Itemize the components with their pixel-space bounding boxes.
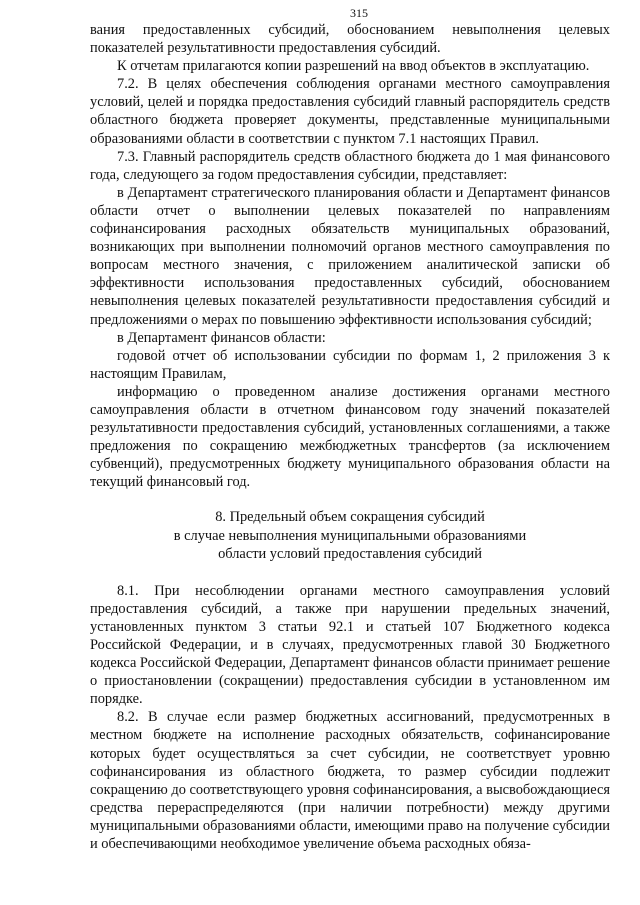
paragraph: в Департамент стратегического планирования области и Департамент финансов области отчет о выполнении целевых показателей по направлениям софинансирования расходных обязательств муниципальных образований, возникающих при выполнении полномочий органов местного самоуправления по вопросам местного значения, с приложением аналитической записки об эффективности использования предоставленных субсидий, обоснованием невыполнения целевых показателей результативности предоставления субсидий и предложениями о мерах по повышению эффективности использования субсидий; bbox=[90, 184, 610, 328]
section-heading bbox=[90, 508, 610, 562]
paragraph: информацию о проведенном анализе достижения органами местного самоуправления области в отчетном финансовом году значений показателей результативности предоставления субсидий, установленных соглашениями, а также предложения по сокращению межбюджетных трансфертов (за исключением субвенций), предусмотренных бюджету муниципального образования области на текущий финансовый год. bbox=[90, 383, 610, 491]
paragraph-7-2: 7.2. В целях обеспечения соблюдения органами местного самоуправления условий, целей и порядка предоставления субсидий главный распорядитель средств областного бюджета проверяет документы, представленные муниципальными образованиями области в соответствии с пунктом 7.1 настоящих Правил. bbox=[90, 76, 610, 147]
page-number: 315 bbox=[350, 6, 368, 20]
paragraph-8-1: 8.1. При несоблюдении органами местного самоуправления условий предоставления субсидий, а также при нарушении предельных значений, установленных пунктом 3 статьи 92.1 и статьей 107 Бюджетного кодекса Российской Федерации, и в случаях, предусмотренных главой 30 Бюджетного кодекса Российской Федерации, Департамент финансов области принимает решение о приостановлении (сокращении) предоставления субсидии в установленном им порядке. bbox=[90, 582, 611, 708]
section-heading-line: в случае невыполнения муниципальными образованиями bbox=[173, 527, 527, 544]
paragraph: годовой отчет об использовании субсидии по формам 1, 2 приложения 3 к настоящим Правилам, bbox=[90, 347, 610, 382]
body-top bbox=[90, 21, 610, 491]
section-heading-line: области условий предоставления субсидий bbox=[218, 545, 482, 562]
paragraph-8-2: 8.2. В случае если размер бюджетных ассигнований, предусмотренных в местном бюджете на исполнение расходных обязательств, софинансирование которых будет осуществляться за счет субсидии, не соответствует уровню софинансирования из областного бюджета, то размер субсидии подлежит сокращению до соответствующего уровня софинансирования, а высвобождающиеся средства перераспределяются (при наличии потребности) между другими муниципальными образованиями области, имеющими право на получение субсидии и обеспечивающими необходимое увеличение объема расходных обяза- bbox=[90, 709, 610, 853]
paragraph: вания предоставленных субсидий, обоснованием невыполнения целевых показателей результативности предоставления субсидий. bbox=[90, 22, 610, 57]
paragraph: в Департамент финансов области: bbox=[117, 329, 326, 346]
section-heading-line: 8. Предельный объем сокращения субсидий bbox=[215, 509, 485, 526]
paragraph: К отчетам прилагаются копии разрешений на ввод объектов в эксплуатацию. bbox=[117, 58, 590, 75]
paragraph-7-3: 7.3. Главный распорядитель средств областного бюджета до 1 мая финансового года, следующего за годом предоставления субсидии, представляет: bbox=[90, 148, 610, 183]
body-bottom bbox=[90, 582, 610, 853]
